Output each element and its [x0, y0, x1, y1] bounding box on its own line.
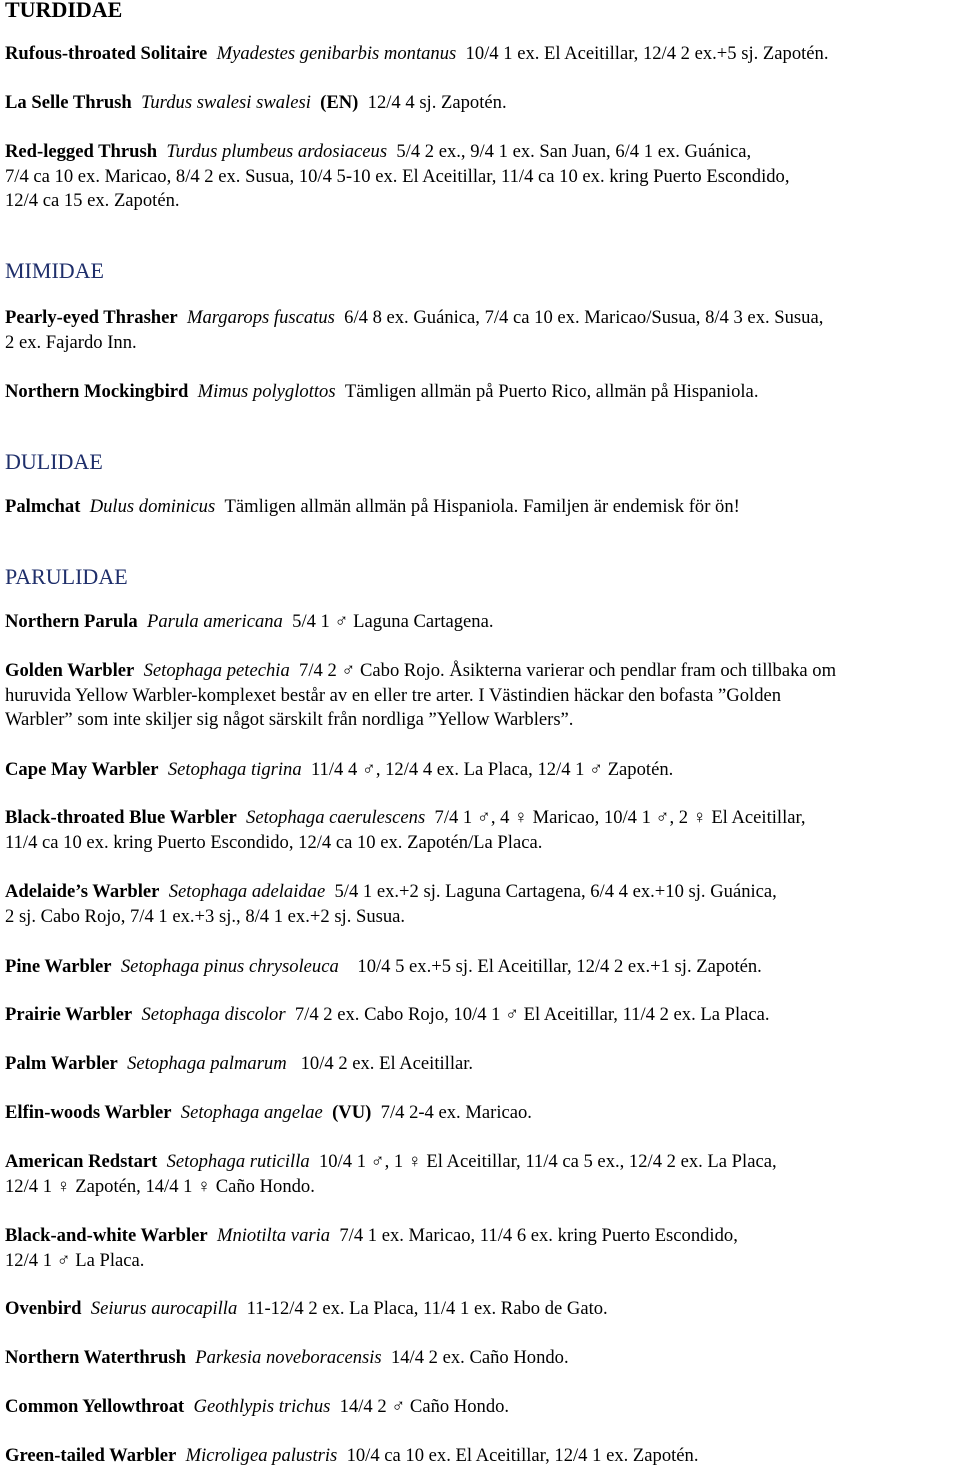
- observation-text: 7/4 1 ex. Maricao, 11/4 6 ex. kring Puerto Escondido,: [339, 1225, 738, 1246]
- scientific-name: Setophaga discolor: [141, 1004, 286, 1025]
- species-entry: [5, 880, 955, 929]
- observation-text: 10/4 5 ex.+5 sj. El Aceitillar, 12/4 2 ex.+1 sj. Zapotén.: [357, 956, 762, 977]
- observation-text: Tämligen allmän allmän på Hispaniola. Familjen är endemisk för ön!: [224, 496, 740, 517]
- common-name: Ovenbird: [5, 1298, 82, 1319]
- common-name: Common Yellowthroat: [5, 1396, 185, 1417]
- species-entry: [5, 306, 955, 355]
- species-entry: [5, 1297, 955, 1322]
- observation-text: 10/4 1 ♂, 1 ♀ El Aceitillar, 11/4 ca 5 ex., 12/4 2 ex. La Placa,: [318, 1151, 777, 1172]
- species-entry: [5, 140, 955, 214]
- scientific-name: Setophaga adelaidae: [168, 881, 326, 902]
- scientific-name: Setophaga caerulescens: [246, 807, 426, 828]
- species-entry: [5, 91, 955, 116]
- observation-text: 11/4 4 ♂, 12/4 4 ex. La Placa, 12/4 1 ♂ Zapotén.: [310, 759, 674, 780]
- common-name: Rufous-throated Solitaire: [5, 43, 208, 64]
- observation-text: 5/4 1 ex.+2 sj. Laguna Cartagena, 6/4 4 ex.+10 sj. Guánica,: [334, 881, 777, 902]
- scientific-name: Setophaga angelae: [180, 1102, 323, 1123]
- scientific-name: Setophaga petechia: [143, 660, 290, 681]
- common-name: Palm Warbler: [5, 1053, 118, 1074]
- observation-text: 5/4 2 ex., 9/4 1 ex. San Juan, 6/4 1 ex. Guánica,: [396, 141, 752, 162]
- common-name: Northern Waterthrush: [5, 1347, 186, 1368]
- scientific-name: Parkesia noveboracensis: [195, 1347, 382, 1368]
- common-name: Northern Parula: [5, 611, 138, 632]
- species-entry: [5, 955, 955, 980]
- species-entry: [5, 380, 955, 405]
- observation-text: 11/4 ca 10 ex. kring Puerto Escondido, 12/4 ca 10 ex. Zapotén/La Placa.: [5, 831, 543, 853]
- common-name: Black-and-white Warbler: [5, 1225, 208, 1246]
- common-name: Red-legged Thrush: [5, 141, 158, 162]
- family-heading-dulidae: DULIDAE: [5, 449, 103, 474]
- observation-text: 7/4 ca 10 ex. Maricao, 8/4 2 ex. Susua, 10/4 5-10 ex. El Aceitillar, 11/4 ca 10 ex. kring Puerto Escondido,: [5, 165, 790, 187]
- common-name: Palmchat: [5, 496, 81, 517]
- scientific-name: Mniotilta varia: [216, 1225, 331, 1246]
- observation-text: 7/4 2 ex. Cabo Rojo, 10/4 1 ♂ El Aceitillar, 11/4 2 ex. La Placa.: [294, 1004, 770, 1025]
- scientific-name: Setophaga tigrina: [167, 759, 302, 780]
- observation-text: 6/4 8 ex. Guánica, 7/4 ca 10 ex. Maricao/Susua, 8/4 3 ex. Susua,: [344, 307, 824, 328]
- species-entry: [5, 1346, 955, 1371]
- observation-text: 10/4 2 ex. El Aceitillar.: [300, 1053, 474, 1074]
- observation-text: 14/4 2 ex. Caño Hondo.: [390, 1347, 569, 1368]
- family-heading-mimidae: MIMIDAE: [5, 258, 104, 283]
- species-entry: [5, 1052, 955, 1077]
- common-name: La Selle Thrush: [5, 92, 132, 113]
- observation-text: 12/4 1 ♀ Zapotén, 14/4 1 ♀ Caño Hondo.: [5, 1175, 315, 1197]
- scientific-name: Microligea palustris: [185, 1445, 338, 1466]
- observation-text: 12/4 1 ♂ La Placa.: [5, 1249, 145, 1271]
- common-name: Pine Warbler: [5, 956, 112, 977]
- species-entry: [5, 806, 955, 855]
- common-name: Prairie Warbler: [5, 1004, 133, 1025]
- species-entry: [5, 495, 955, 520]
- common-name: Northern Mockingbird: [5, 381, 189, 402]
- observation-text: 5/4 1 ♂ Laguna Cartagena.: [292, 611, 494, 632]
- scientific-name: Turdus swalesi swalesi: [141, 92, 311, 113]
- species-entry: [5, 610, 955, 635]
- common-name: Green-tailed Warbler: [5, 1445, 177, 1466]
- observation-text: 10/4 1 ex. El Aceitillar, 12/4 2 ex.+5 sj. Zapotén.: [465, 43, 829, 64]
- common-name: Elfin-woods Warbler: [5, 1102, 172, 1123]
- scientific-name: Margarops fuscatus: [186, 307, 335, 328]
- observation-text: huruvida Yellow Warbler-komplexet består av en eller tre arter. I Västindien häckar den bofasta ”Golden: [5, 684, 782, 706]
- common-name: Pearly-eyed Thrasher: [5, 307, 178, 328]
- observation-text: 10/4 ca 10 ex. El Aceitillar, 12/4 1 ex. Zapotén.: [346, 1445, 699, 1466]
- family-heading-turdidae: TURDIDAE: [5, 0, 123, 22]
- scientific-name: Setophaga pinus chrysoleuca: [120, 956, 339, 977]
- species-entry: [5, 1224, 955, 1273]
- species-entry: [5, 1101, 955, 1126]
- observation-text: Tämligen allmän på Puerto Rico, allmän på Hispaniola.: [344, 381, 759, 402]
- common-name: Cape May Warbler: [5, 759, 159, 780]
- scientific-name: Geothlypis trichus: [193, 1396, 331, 1417]
- observation-text: 11-12/4 2 ex. La Placa, 11/4 1 ex. Rabo de Gato.: [246, 1298, 608, 1319]
- scientific-name: Setophaga palmarum: [127, 1053, 287, 1074]
- scientific-name: Setophaga ruticilla: [166, 1151, 310, 1172]
- observation-text: 2 ex. Fajardo Inn.: [5, 331, 137, 353]
- scientific-name: Dulus dominicus: [89, 496, 216, 517]
- observation-text: 2 sj. Cabo Rojo, 7/4 1 ex.+3 sj., 8/4 1 ex.+2 sj. Susua.: [5, 905, 406, 927]
- species-entry: [5, 1150, 955, 1199]
- scientific-name: Mimus polyglottos: [197, 381, 336, 402]
- species-entry: [5, 1003, 955, 1028]
- species-entry: [5, 1395, 955, 1420]
- status-label: (VU): [332, 1102, 372, 1123]
- scientific-name: Seiurus aurocapilla: [90, 1298, 238, 1319]
- observation-text: 14/4 2 ♂ Caño Hondo.: [339, 1396, 510, 1417]
- common-name: Black-throated Blue Warbler: [5, 807, 237, 828]
- observation-text: 7/4 2-4 ex. Maricao.: [380, 1102, 532, 1123]
- species-entry: [5, 659, 955, 733]
- species-entry: [5, 758, 955, 783]
- observation-text: 12/4 4 sj. Zapotén.: [367, 92, 507, 113]
- observation-text: 7/4 2 ♂ Cabo Rojo. Åsikterna varierar och pendlar fram och tillbaka om: [299, 660, 837, 681]
- observation-text: Warbler” som inte skiljer sig något särskilt från nordliga ”Yellow Warblers”.: [5, 709, 574, 730]
- common-name: American Redstart: [5, 1151, 158, 1172]
- scientific-name: Parula americana: [147, 611, 283, 632]
- observation-text: 12/4 ca 15 ex. Zapotén.: [5, 190, 180, 211]
- common-name: Golden Warbler: [5, 660, 135, 681]
- species-entry: [5, 1444, 955, 1469]
- common-name: Adelaide’s Warbler: [5, 881, 160, 902]
- observation-text: 7/4 1 ♂, 4 ♀ Maricao, 10/4 1 ♂, 2 ♀ El Aceitillar,: [434, 807, 806, 828]
- species-entry: [5, 42, 955, 67]
- family-heading-parulidae: PARULIDAE: [5, 564, 128, 589]
- status-label: (EN): [320, 92, 359, 113]
- scientific-name: Turdus plumbeus ardosiaceus: [166, 141, 388, 162]
- scientific-name: Myadestes genibarbis montanus: [216, 43, 457, 64]
